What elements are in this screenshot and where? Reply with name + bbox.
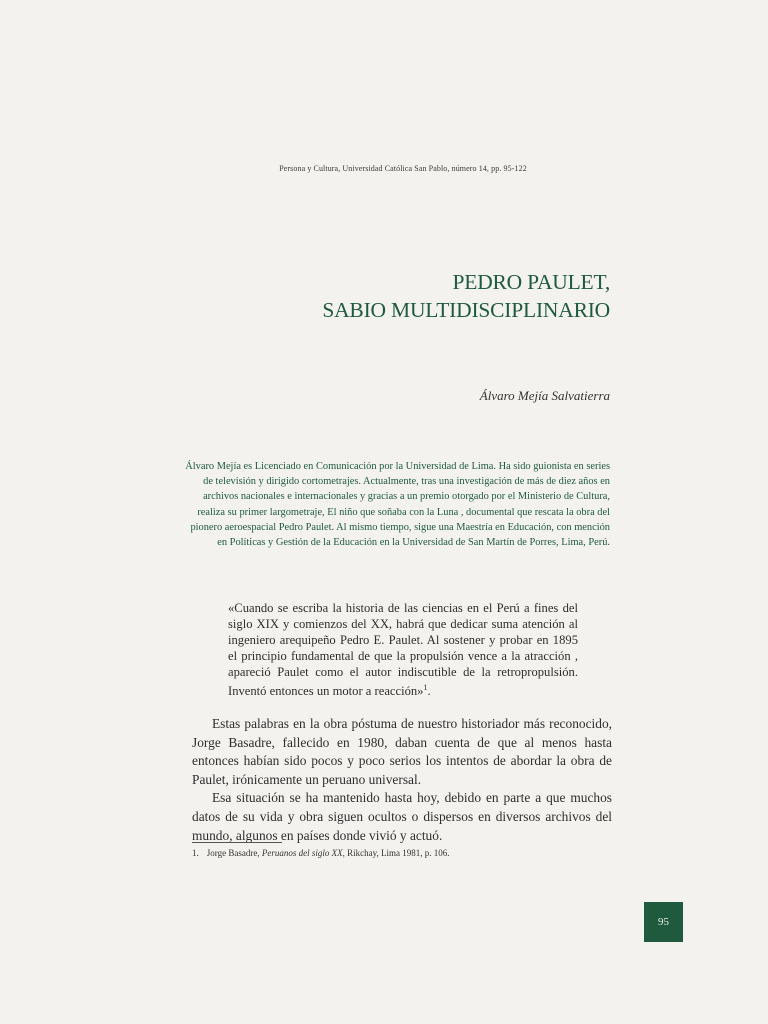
footnote-divider bbox=[192, 842, 282, 843]
footnote-reference[interactable]: 1 bbox=[423, 683, 428, 693]
author-bio: Álvaro Mejía es Licenciado en Comunicación por la Universidad de Lima. Ha sido guionista en series de televisión y dirigido cortometrajes. Actualmente, tras una investigación de más de diez años en archivos nacionales e internacionales y gracias a un premio otorgado por el Ministerio de Cultura, realiza su primer largometraje, El niño que soñaba con la Luna , documental que rescata la obra del pionero aeroespacial Pedro Paulet. Al mismo tiempo, sigue una Maestría en Educación, con mención en Políticas y Gestión de la Educación en la Universidad de San Martín de Porres, Lima, Perú. bbox=[185, 461, 610, 549]
page-number: 95 bbox=[658, 916, 669, 928]
running-header: Persona y Cultura, Universidad Católica San Pablo, número 14, pp. 95-122 bbox=[279, 164, 527, 173]
footnote bbox=[192, 848, 612, 858]
body-paragraph: Esa situación se ha mantenido hasta hoy, debido en parte a que muchos datos de su vida y obra siguen ocultos o dispersos en diversos archivos del mundo, algunos en países donde vivió y actuó. bbox=[192, 790, 612, 843]
page-number-badge bbox=[644, 902, 683, 942]
quote-text: «Cuando se escriba la historia de las ciencias en el Perú a fines del siglo XIX y comienzos del XX, habrá que dedicar suma atención al ingeniero arequipeño Pedro E. Paulet. Al sostener y probar en 1895 el principio fundamental de que la propulsión vence a la atracción , apareció Paulet como el autor indiscutible de la retropropulsión. Inventó entonces un motor a reacción» bbox=[228, 601, 578, 699]
epigraph-quote: «Cuando se escriba la historia de las ciencias en el Perú a fines del siglo XIX y comienzos del XX, habrá que dedicar suma atención al ingeniero arequipeño Pedro E. Paulet. Al sostener y probar en 1895 el principio fundamental de que la propulsión vence a la atracción , apareció Paulet como el autor indiscutible de la retropropulsión. Inventó entonces un motor a reacción»$^1$. bbox=[228, 601, 578, 699]
footnote-author: Jorge Basadre, bbox=[206, 848, 260, 858]
title-line-2: SABIO MULTIDISCIPLINARIO bbox=[322, 298, 610, 322]
title-line-1: PEDRO PAULET, bbox=[452, 270, 610, 294]
body-paragraph: Estas palabras en la obra póstuma de nuestro historiador más reconocido, Jorge Basadre, fallecido en 1980, daban cuenta de que al menos hasta entonces habían sido pocos y poco serios los intentos de abordar la obra de Paulet, irónicamente un peruano universal. bbox=[192, 716, 612, 787]
footnote-work-title: Peruanos del siglo XX bbox=[261, 848, 343, 858]
article-title bbox=[322, 268, 610, 324]
footnote-number: 1. bbox=[192, 848, 199, 858]
article-body bbox=[192, 715, 612, 845]
footnote-details: , Rikchay, Lima 1981, p. 106. bbox=[342, 848, 450, 858]
author-byline: Álvaro Mejía Salvatierra bbox=[479, 388, 610, 403]
